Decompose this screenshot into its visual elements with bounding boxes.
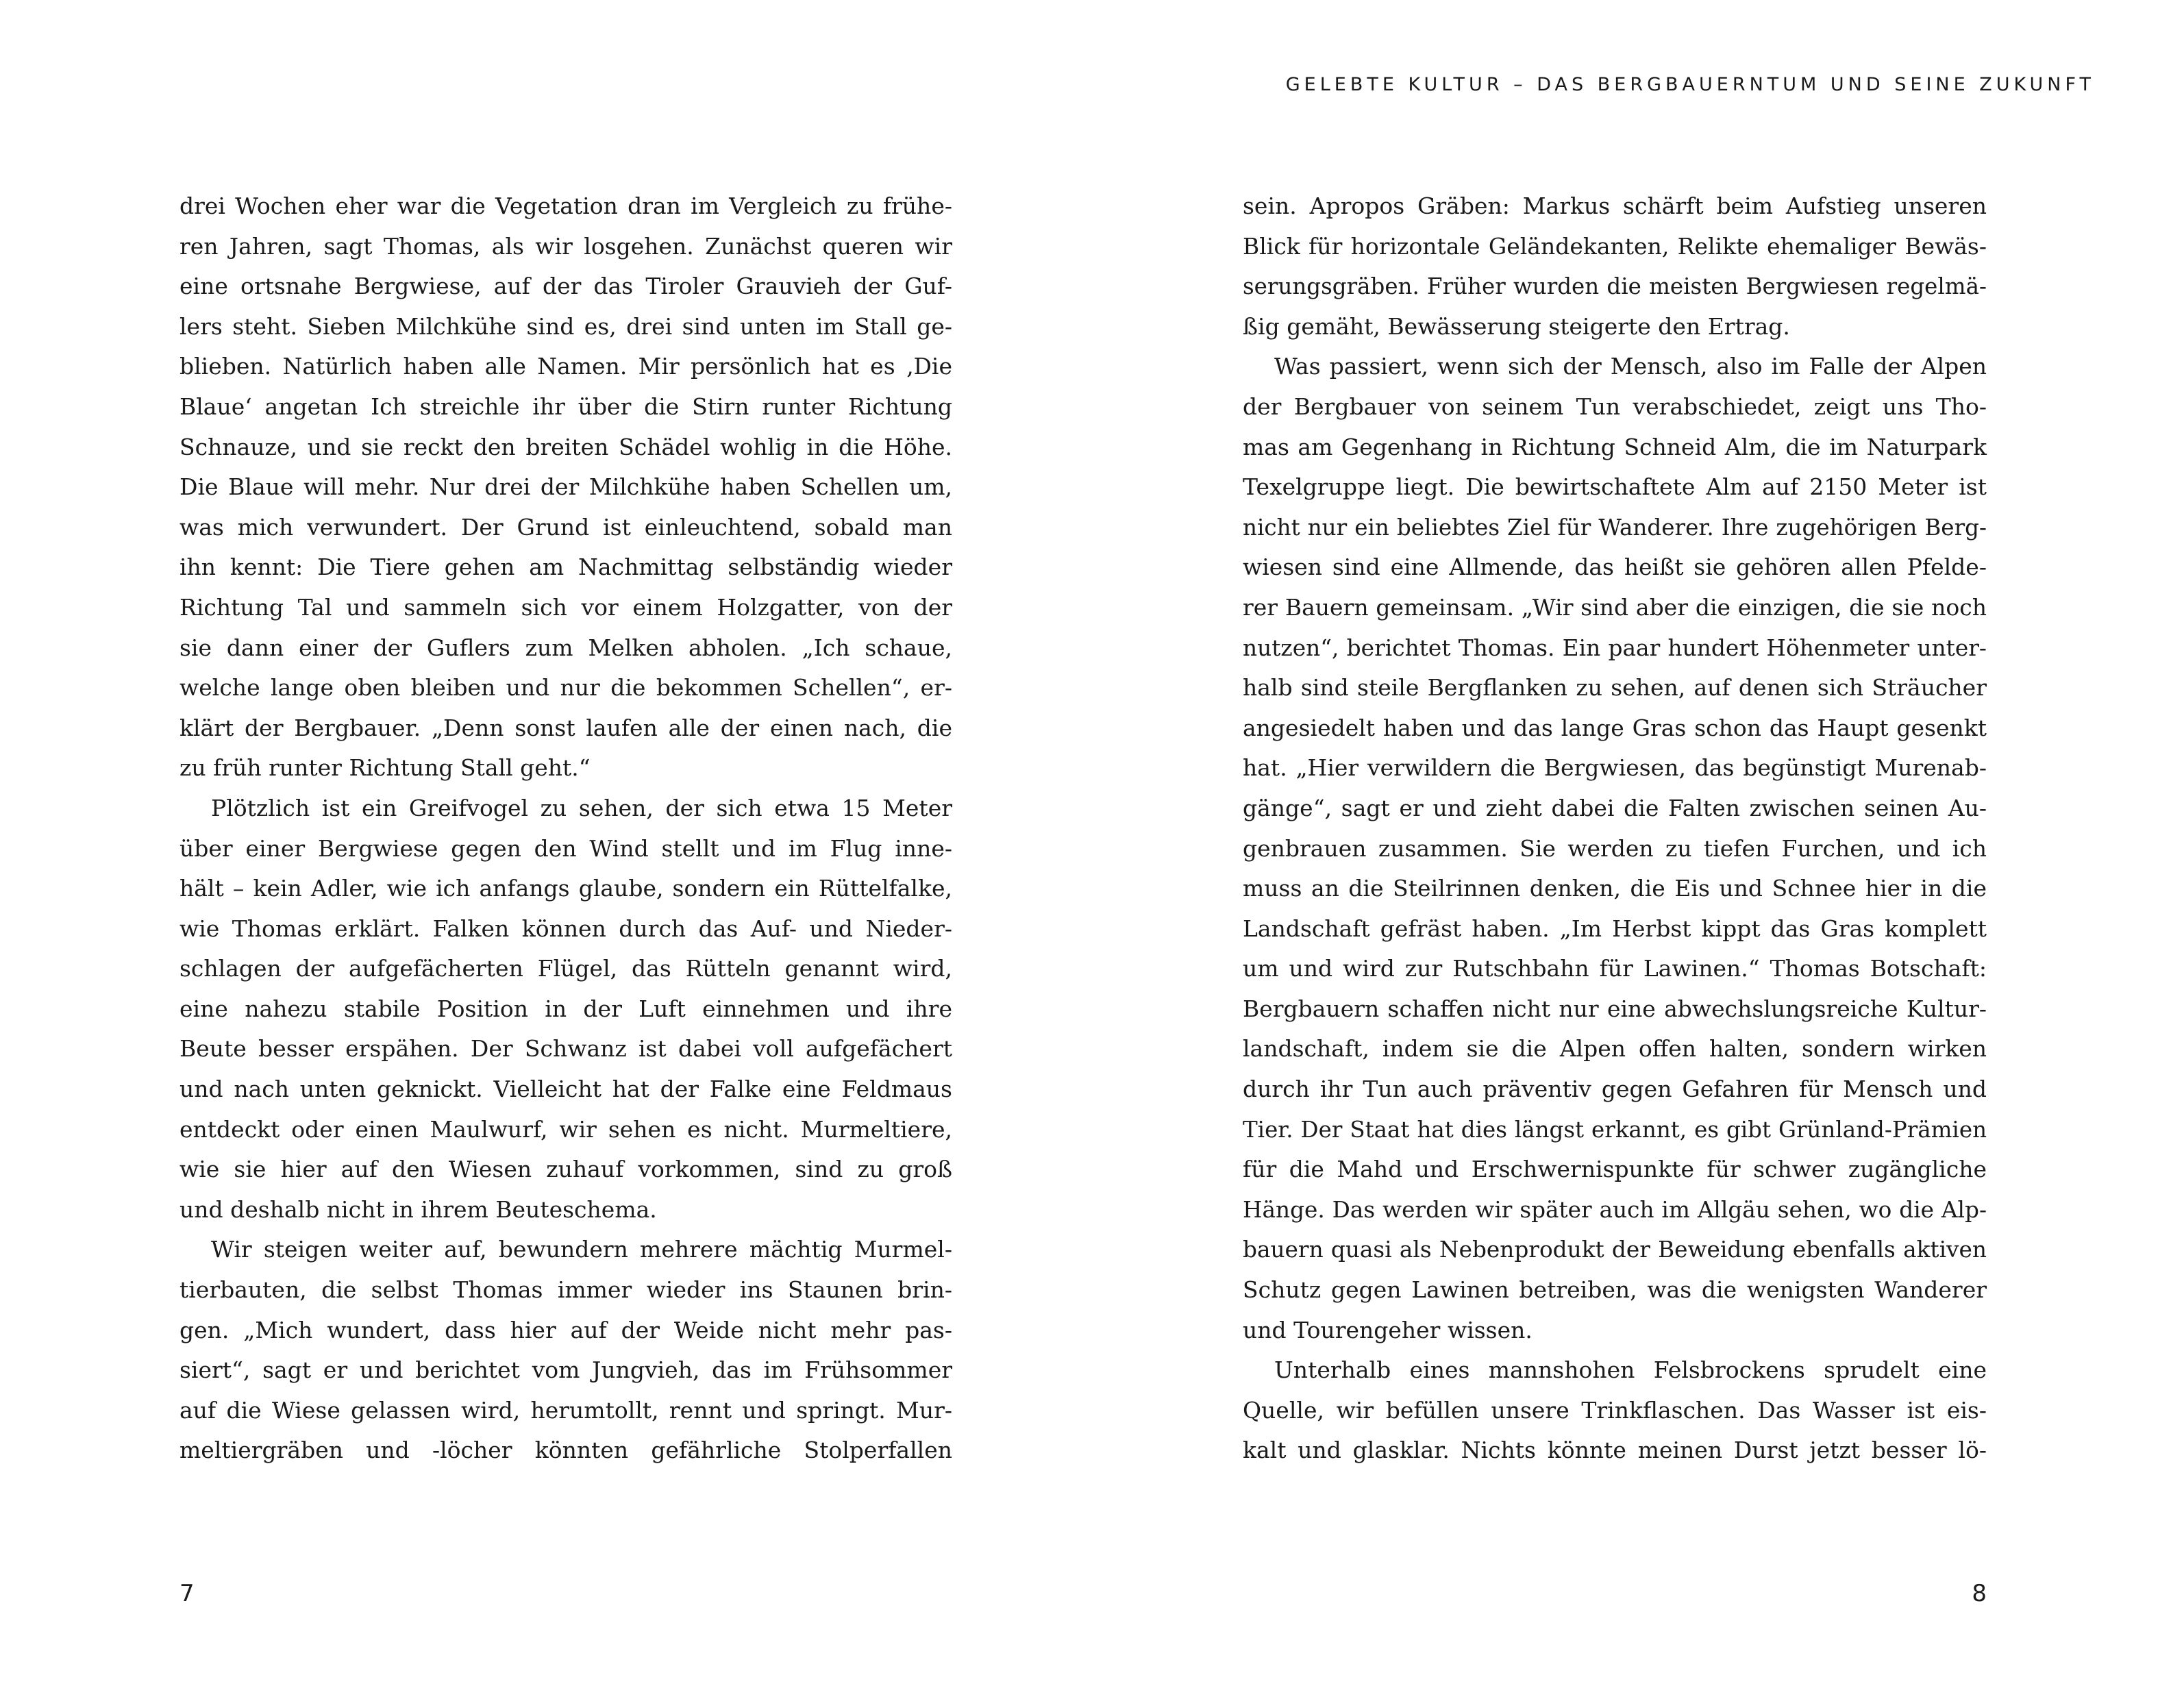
text-line: und Tourengeher wissen. xyxy=(1243,1316,1532,1343)
text-line: und deshalb nicht in ihrem Beuteschema. xyxy=(179,1195,657,1223)
text-line: muss an die Steilrinnen denken, die Eis und Schnee hier in die xyxy=(1243,875,1987,902)
text-line: ßig gemäht, Bewässerung steigerte den Ertrag. xyxy=(1243,312,1790,340)
text-line: ihn kennt: Die Tiere gehen am Nachmittag selbständig wieder xyxy=(179,554,952,581)
text-line: hält – kein Adler, wie ich anfangs glaube, sondern ein Rüttelfalke, xyxy=(179,875,952,902)
text-line: entdeckt oder einen Maulwurf, wir sehen es nicht. Murmeltiere, xyxy=(179,1115,952,1143)
text-line: hat. „Hier verwildern die Bergwiesen, das begünstigt Murenab- xyxy=(1243,754,1987,782)
text-line: bauern quasi als Nebenprodukt der Beweidung ebenfalls aktiven xyxy=(1243,1237,1987,1263)
text-line: gänge“, sagt er und zieht dabei die Falten zwischen seinen Au- xyxy=(1243,794,1987,821)
text-line: mas am Gegenhang in Richtung Schneid Alm, die im Naturpark xyxy=(1243,433,1987,460)
text-line: Bergbauern schaffen nicht nur eine abwechslungsreiche Kultur- xyxy=(1243,995,1987,1022)
text-line: rer Bauern gemeinsam. „Wir sind aber die einzigen, die sie noch xyxy=(1243,593,1987,621)
paragraph-first-line: Wir steigen weiter auf, bewundern mehrere mächtig Murmel- xyxy=(211,1236,952,1263)
running-head: GELEBTE KULTUR – DAS BERGBAUERNTUM UND SEINE ZUKUNFT xyxy=(1285,74,2095,95)
text-line: wie sie hier auf den Wiesen zuhauf vorkommen, sind zu groß xyxy=(179,1156,952,1183)
text-line: über einer Bergwiese gegen den Wind stellt und im Flug inne- xyxy=(179,834,952,862)
text-line: drei Wochen eher war die Vegetation dran im Vergleich zu frühe- xyxy=(179,193,952,219)
text-line: sein. Apropos Gräben: Markus schärft beim Aufstieg unseren xyxy=(1243,193,1987,219)
text-line: Tier. Der Staat hat dies längst erkannt, es gibt Grünland-Prämien xyxy=(1243,1116,1987,1143)
text-line: welche lange oben bleiben und nur die bekommen Schellen“, er- xyxy=(179,674,952,702)
text-line: angesiedelt haben und das lange Gras schon das Haupt gesenkt xyxy=(1243,714,1987,741)
text-line: schlagen der aufgefächerten Flügel, das Rütteln genannt wird, xyxy=(179,955,952,982)
text-line: gen. „Mich wundert, dass hier auf der Weide nicht mehr pas- xyxy=(179,1316,952,1343)
text-line: Hänge. Das werden wir später auch im Allgäu sehen, wo die Alp- xyxy=(1243,1196,1987,1223)
page-number: 7 xyxy=(179,1580,195,1607)
text-line: wie Thomas erklärt. Falken können durch das Auf- und Nieder- xyxy=(179,915,952,942)
text-line: Quelle, wir befüllen unsere Trinkflaschen. Das Wasser ist eis- xyxy=(1243,1396,1987,1424)
text-line: zu früh runter Richtung Stall geht.“ xyxy=(179,754,591,782)
text-line: um und wird zur Rutschbahn für Lawinen.“ Thomas Botschaft: xyxy=(1243,955,1987,982)
text-line: Schutz gegen Lawinen betreiben, was die wenigsten Wanderer xyxy=(1243,1276,1987,1304)
text-line: halb sind steile Bergflanken zu sehen, auf denen sich Sträucher xyxy=(1243,674,1987,702)
left-page-text xyxy=(179,186,952,1471)
text-line: und nach unten geknickt. Vielleicht hat der Falke eine Feldmaus xyxy=(179,1076,952,1103)
text-line: tierbauten, die selbst Thomas immer wieder ins Staunen brin- xyxy=(179,1276,952,1304)
text-line: nicht nur ein beliebtes Ziel für Wanderer. Ihre zugehörigen Berg- xyxy=(1243,514,1987,541)
page-number: 8 xyxy=(1972,1580,1987,1607)
text-line: für die Mahd und Erschwernispunkte für schwer zugängliche xyxy=(1243,1156,1987,1183)
text-line: Die Blaue will mehr. Nur drei der Milchkühe haben Schellen um, xyxy=(179,473,952,501)
text-line: siert“, sagt er und berichtet vom Jungvieh, das im Frühsommer xyxy=(179,1356,952,1384)
text-line: meltiergräben und -löcher könnten gefährliche Stolperfallen xyxy=(179,1437,952,1464)
text-line: eine ortsnahe Bergwiese, auf der das Tiroler Grauvieh der Guf- xyxy=(179,273,952,300)
text-line: genbrauen zusammen. Sie werden zu tiefen Furchen, und ich xyxy=(1243,834,1987,862)
text-line: blieben. Natürlich haben alle Namen. Mir persönlich hat es ‚Die xyxy=(179,353,952,380)
text-line: Blaue‘ angetan Ich streichle ihr über die Stirn runter Richtung xyxy=(179,393,952,420)
text-line: lers steht. Sieben Milchkühe sind es, drei sind unten im Stall ge- xyxy=(179,312,952,340)
text-line: Beute besser erspähen. Der Schwanz ist dabei voll aufgefächert xyxy=(179,1035,952,1063)
text-line: kalt und glasklar. Nichts könnte meinen Durst jetzt besser lö- xyxy=(1243,1437,1987,1464)
text-line: wiesen sind eine Allmende, das heißt sie gehören allen Pfelde- xyxy=(1243,554,1987,581)
text-line: was mich verwundert. Der Grund ist einleuchtend, sobald man xyxy=(179,513,952,541)
text-line: Blick für horizontale Geländekanten, Relikte ehemaliger Bewäs- xyxy=(1243,232,1987,260)
text-line: durch ihr Tun auch präventiv gegen Gefahren für Mensch und xyxy=(1243,1076,1987,1103)
right-page-text xyxy=(1243,186,1987,1471)
text-line: eine nahezu stabile Position in der Luft einnehmen und ihre xyxy=(179,995,952,1022)
text-line: Texelgruppe liegt. Die bewirtschaftete Alm auf 2150 Meter ist xyxy=(1243,473,1987,501)
text-line: Schnauze, und sie reckt den breiten Schädel wohlig in die Höhe. xyxy=(179,433,952,460)
text-line: klärt der Bergbauer. „Denn sonst laufen alle der einen nach, die xyxy=(179,714,952,741)
text-line: serungsgräben. Früher wurden die meisten Bergwiesen regelmä- xyxy=(1243,273,1987,300)
text-line: sie dann einer der Guflers zum Melken abholen. „Ich schaue, xyxy=(179,634,952,661)
text-line: landschaft, indem sie die Alpen offen halten, sondern wirken xyxy=(1243,1035,1987,1063)
text-line: Landschaft gefräst haben. „Im Herbst kippt das Gras komplett xyxy=(1243,915,1987,942)
right-page xyxy=(1092,0,2184,1699)
text-line: ren Jahren, sagt Thomas, als wir losgehen. Zunächst queren wir xyxy=(179,232,952,260)
text-line: nutzen“, berichtet Thomas. Ein paar hundert Höhenmeter unter- xyxy=(1243,634,1987,661)
text-line: Richtung Tal und sammeln sich vor einem Holzgatter, von der xyxy=(179,593,952,621)
paragraph-first-line: Plötzlich ist ein Greifvogel zu sehen, der sich etwa 15 Meter xyxy=(211,794,952,821)
text-line: der Bergbauer von seinem Tun verabschiedet, zeigt uns Tho- xyxy=(1243,393,1987,420)
paragraph-first-line: Was passiert, wenn sich der Mensch, also im Falle der Alpen xyxy=(1274,353,1987,380)
paragraph-first-line: Unterhalb eines mannshohen Felsbrockens sprudelt eine xyxy=(1274,1356,1987,1384)
text-line: auf die Wiese gelassen wird, herumtollt, rennt und springt. Mur- xyxy=(179,1396,952,1424)
